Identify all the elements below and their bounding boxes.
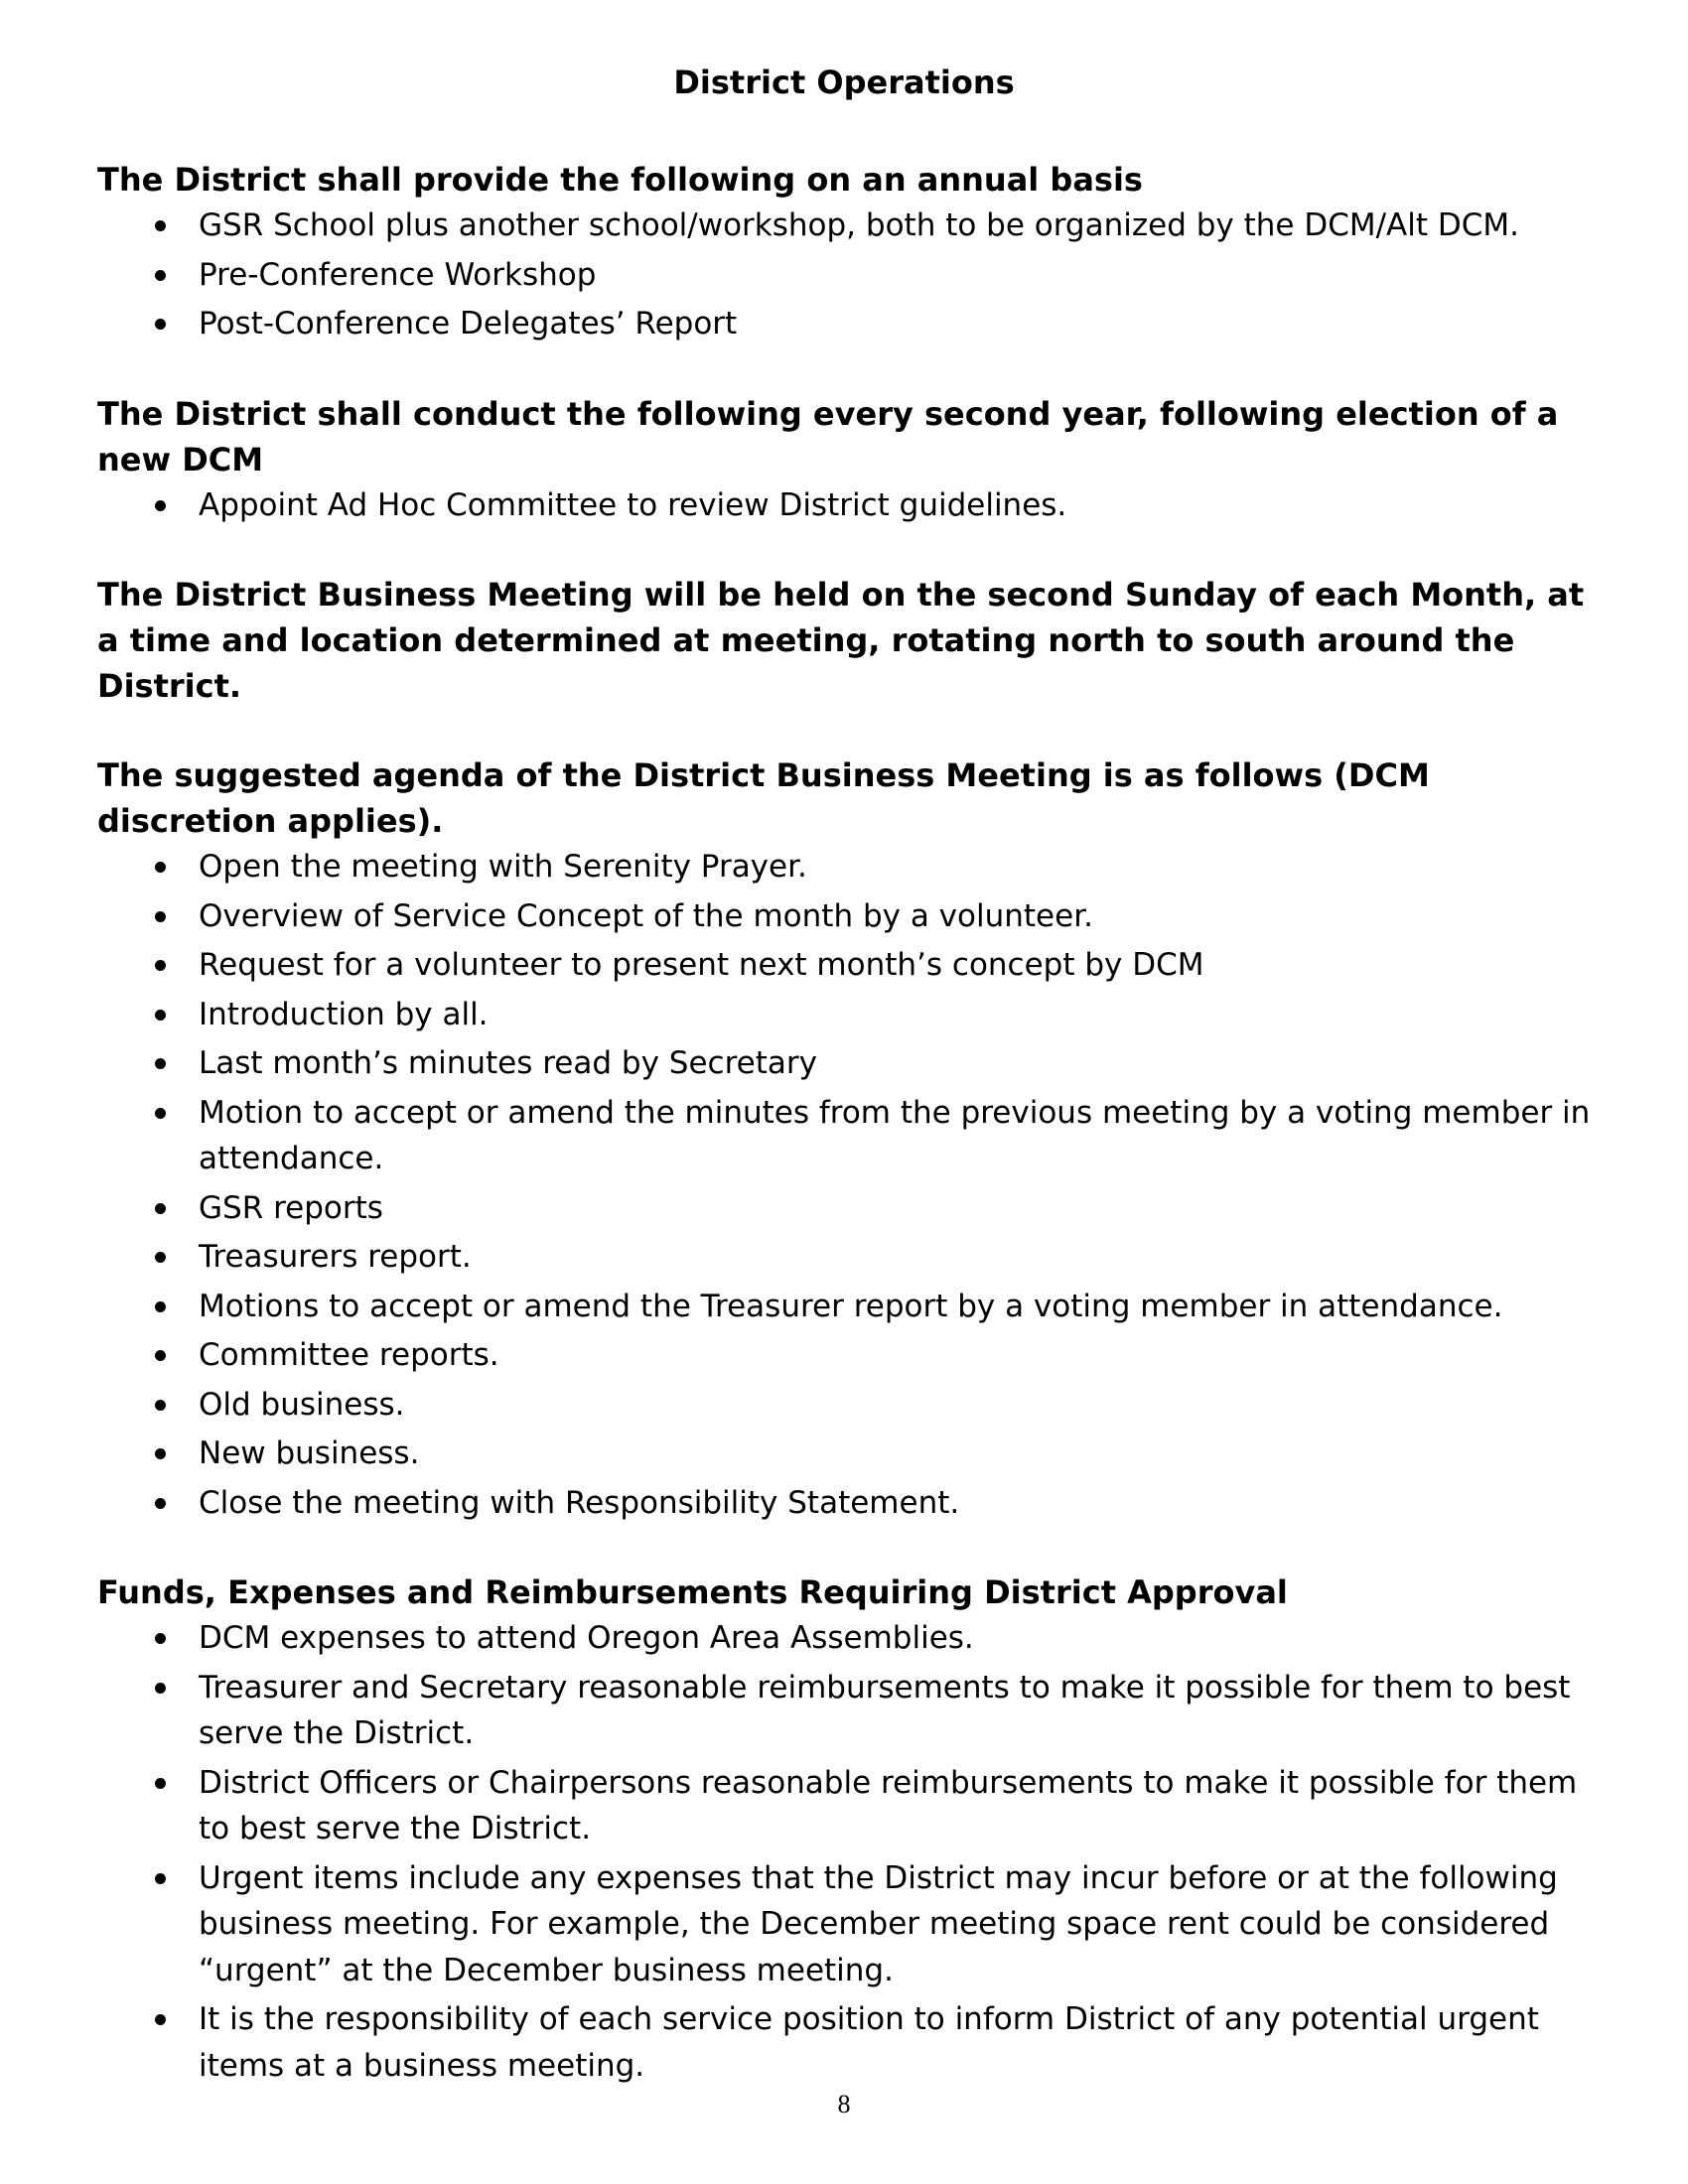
bullet-list bbox=[97, 203, 1607, 347]
list-item-text: Old business. bbox=[199, 1386, 405, 1423]
bullet-list bbox=[97, 1615, 1607, 2089]
bullet-icon bbox=[155, 1683, 166, 1694]
bullet-list bbox=[97, 844, 1607, 1526]
list-item bbox=[97, 1382, 1607, 1429]
bullet-icon bbox=[155, 1873, 166, 1884]
bullet-icon bbox=[155, 2014, 166, 2025]
list-item-text: Open the meeting with Serenity Prayer. bbox=[199, 849, 807, 885]
bullet-icon bbox=[155, 960, 166, 971]
list-item bbox=[97, 482, 1607, 529]
list-item bbox=[97, 252, 1607, 299]
section bbox=[97, 391, 1607, 529]
bullet-icon bbox=[155, 1252, 166, 1263]
list-item-text: Pre-Conference Workshop bbox=[199, 256, 597, 293]
page-title: District Operations bbox=[673, 64, 1015, 101]
list-item bbox=[97, 1996, 1607, 2089]
section bbox=[97, 752, 1607, 1526]
document-body bbox=[97, 157, 1607, 2132]
list-item bbox=[97, 1665, 1607, 1757]
list-item-text: DCM expenses to attend Oregon Area Assemblies. bbox=[199, 1620, 974, 1656]
list-item-text: Appoint Ad Hoc Committee to review District guidelines. bbox=[199, 486, 1067, 523]
bullet-icon bbox=[155, 1778, 166, 1789]
list-item bbox=[97, 942, 1607, 989]
section bbox=[97, 1570, 1607, 2089]
bullet-icon bbox=[155, 1301, 166, 1312]
list-item bbox=[97, 301, 1607, 347]
bullet-list bbox=[97, 482, 1607, 529]
list-item-text: GSR reports bbox=[199, 1189, 383, 1226]
list-item bbox=[97, 1431, 1607, 1477]
bullet-icon bbox=[155, 1400, 166, 1411]
list-item-text: Treasurers report. bbox=[199, 1239, 472, 1275]
list-item bbox=[97, 1855, 1607, 1994]
list-item bbox=[97, 1284, 1607, 1330]
list-item-text: Urgent items include any expenses that the District may incur before or at the following business meeting. For example, the December meeting space rent could be considered “urgent” at the December business meeting. bbox=[199, 1859, 1558, 1988]
bullet-icon bbox=[155, 220, 166, 231]
list-item-text: Motions to accept or amend the Treasurer report by a voting member in attendance. bbox=[199, 1288, 1503, 1324]
bullet-icon bbox=[155, 1058, 166, 1069]
list-item bbox=[97, 1480, 1607, 1527]
section bbox=[97, 572, 1607, 709]
list-item-text: Request for a volunteer to present next month’s concept by DCM bbox=[199, 947, 1204, 983]
section-heading: Funds, Expenses and Reimbursements Requiring District Approval bbox=[97, 1573, 1288, 1611]
list-item-text: It is the responsibility of each service position to inform District of any potential urgent items at a business meeting. bbox=[199, 2001, 1539, 2084]
page-number: 8 bbox=[837, 2090, 851, 2118]
list-item bbox=[97, 844, 1607, 890]
list-item-text: Treasurer and Secretary reasonable reimbursements to make it possible for them to best serve the District. bbox=[199, 1669, 1571, 1751]
list-item bbox=[97, 203, 1607, 249]
list-item-text: GSR School plus another school/workshop, both to be organized by the DCM/Alt DCM. bbox=[199, 207, 1520, 243]
list-item bbox=[97, 893, 1607, 940]
list-item-text: Last month’s minutes read by Secretary bbox=[199, 1045, 817, 1081]
bullet-icon bbox=[155, 1633, 166, 1644]
list-item bbox=[97, 1234, 1607, 1281]
section-heading: The District Business Meeting will be held on the second Sunday of each Month, at a time and location determined at meeting, rotating north to south around the District. bbox=[97, 576, 1585, 705]
list-item bbox=[97, 992, 1607, 1038]
list-item bbox=[97, 1090, 1607, 1182]
list-item bbox=[97, 1760, 1607, 1852]
section-heading: The District shall provide the following on an annual basis bbox=[97, 161, 1143, 199]
bullet-icon bbox=[155, 1448, 166, 1459]
list-item-text: Committee reports. bbox=[199, 1337, 499, 1373]
list-item-text: Motion to accept or amend the minutes from the previous meeting by a voting member in attendance. bbox=[199, 1094, 1591, 1176]
bullet-icon bbox=[155, 1203, 166, 1214]
list-item-text: Overview of Service Concept of the month by a volunteer. bbox=[199, 897, 1093, 934]
bullet-icon bbox=[155, 1498, 166, 1509]
bullet-icon bbox=[155, 1010, 166, 1021]
list-item-text: New business. bbox=[199, 1435, 420, 1471]
list-item bbox=[97, 1040, 1607, 1087]
list-item bbox=[97, 1615, 1607, 1662]
bullet-icon bbox=[155, 270, 166, 281]
list-item-text: Introduction by all. bbox=[199, 996, 489, 1032]
list-item bbox=[97, 1332, 1607, 1379]
bullet-icon bbox=[155, 319, 166, 330]
section bbox=[97, 157, 1607, 347]
list-item bbox=[97, 1185, 1607, 1232]
bullet-icon bbox=[155, 911, 166, 922]
list-item-text: Post-Conference Delegates’ Report bbox=[199, 306, 738, 341]
bullet-icon bbox=[155, 1350, 166, 1361]
section-heading: The suggested agenda of the District Business Meeting is as follows (DCM discretion applies). bbox=[97, 756, 1430, 840]
section-heading: The District shall conduct the following every second year, following election of a new DCM bbox=[97, 394, 1559, 478]
list-item-text: Close the meeting with Responsibility Statement. bbox=[199, 1484, 960, 1521]
bullet-icon bbox=[155, 1108, 166, 1119]
list-item-text: District Officers or Chairpersons reasonable reimbursements to make it possible for them to best serve the District. bbox=[199, 1764, 1578, 1846]
bullet-icon bbox=[155, 862, 166, 873]
bullet-icon bbox=[155, 500, 166, 511]
